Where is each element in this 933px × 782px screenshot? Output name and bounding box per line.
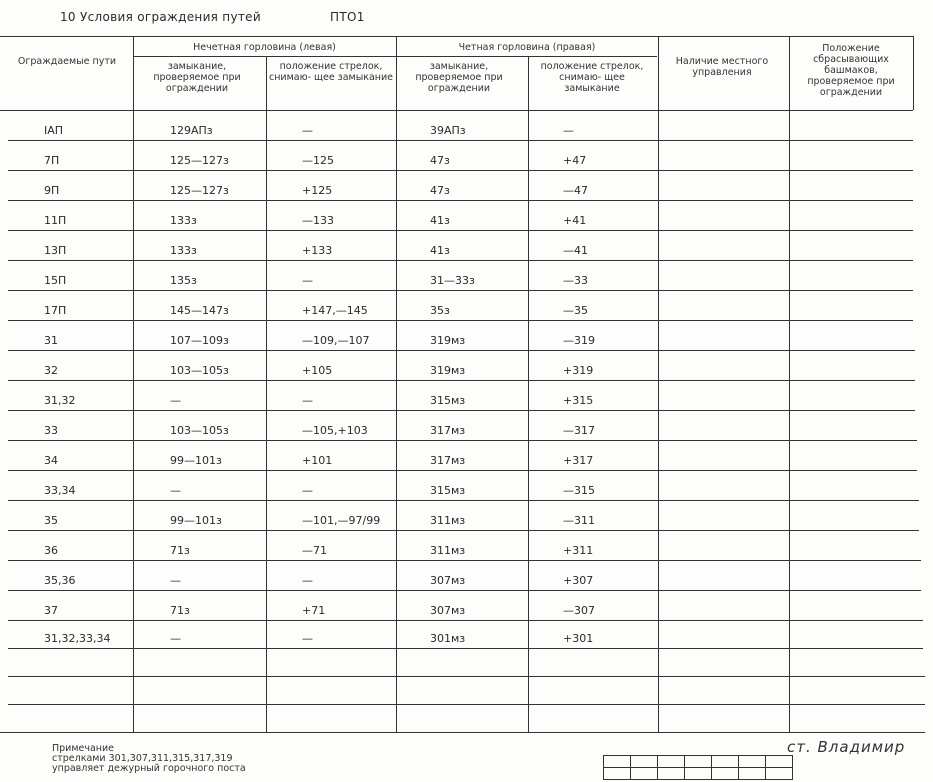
cell-even-lock: 47з xyxy=(430,184,450,197)
cell-even-lock: 311мз xyxy=(430,544,466,557)
cell-even-lock: 317мз xyxy=(430,454,466,467)
station-name: ст. Владимир xyxy=(787,738,906,756)
cell-track: 13П xyxy=(44,244,67,257)
cell-odd-lock: — xyxy=(170,394,181,407)
cell-odd-lock: 71з xyxy=(170,544,190,557)
cell-odd-switch: +105 xyxy=(302,364,333,377)
cell-track: 11П xyxy=(44,214,67,227)
cell-odd-lock: 99—101з xyxy=(170,514,222,527)
cell-even-lock: 41з xyxy=(430,244,450,257)
cell-odd-switch: —109,—107 xyxy=(302,334,370,347)
header-odd-lock: замыкание, проверяемое при ограждении xyxy=(153,61,241,94)
cell-track: 33 xyxy=(44,424,58,437)
cell-even-lock: 301мз xyxy=(430,632,466,645)
header-local-control: Наличие местного управления xyxy=(675,56,769,78)
cell-odd-switch: +133 xyxy=(302,244,333,257)
footnote xyxy=(52,744,246,774)
header-even-switch: положение стрелок, снимаю- щее замыкание xyxy=(540,61,644,94)
cell-even-lock: 319мз xyxy=(430,334,466,347)
cell-odd-lock: 133з xyxy=(170,244,197,257)
cell-odd-lock: 103—105з xyxy=(170,364,229,377)
cell-even-switch: —35 xyxy=(563,304,588,317)
header-shoes: Положение сбрасывающих башмаков, проверяемое при ограждении xyxy=(807,43,895,98)
cell-odd-lock: 129АПз xyxy=(170,124,213,137)
cell-even-lock: 47з xyxy=(430,154,450,167)
cell-even-switch: —307 xyxy=(563,604,595,617)
cell-odd-lock: 125—127з xyxy=(170,184,229,197)
cell-even-switch: +47 xyxy=(563,154,587,167)
cell-even-switch: — xyxy=(563,124,574,137)
cell-even-switch: —41 xyxy=(563,244,588,257)
cell-even-lock: 35з xyxy=(430,304,450,317)
header-even-group: Четная горловина (правая) xyxy=(458,42,596,53)
cell-even-lock: 315мз xyxy=(430,394,466,407)
document-header xyxy=(60,10,365,24)
cell-odd-switch: +125 xyxy=(302,184,333,197)
cell-odd-switch: —133 xyxy=(302,214,334,227)
header-tracks: Ограждаемые пути xyxy=(17,56,117,67)
cell-odd-switch: — xyxy=(302,484,313,497)
header-even-lock: замыкание, проверяемое при ограждении xyxy=(415,61,503,94)
cell-track: 32 xyxy=(44,364,58,377)
cell-even-switch: +315 xyxy=(563,394,594,407)
cell-track: 35 xyxy=(44,514,58,527)
footnote-line: стрелками 301,307,311,315,317,319 xyxy=(52,753,233,764)
section-title: 10 Условия ограждения путей xyxy=(60,10,261,24)
cell-even-switch: +41 xyxy=(563,214,587,227)
cell-track: 7П xyxy=(44,154,60,167)
cell-track: 36 xyxy=(44,544,58,557)
cell-even-lock: 319мз xyxy=(430,364,466,377)
cell-odd-switch: — xyxy=(302,632,313,645)
cell-odd-lock: 145—147з xyxy=(170,304,229,317)
cell-odd-switch: +71 xyxy=(302,604,326,617)
cell-track: 31,32,33,34 xyxy=(44,632,111,645)
cell-odd-switch: +147,—145 xyxy=(302,304,368,317)
cell-odd-switch: —125 xyxy=(302,154,334,167)
cell-even-lock: 31—33з xyxy=(430,274,475,287)
cell-even-switch: +317 xyxy=(563,454,594,467)
cell-odd-switch: —105,+103 xyxy=(302,424,368,437)
cell-odd-lock: 135з xyxy=(170,274,197,287)
cell-odd-lock: 103—105з xyxy=(170,424,229,437)
cell-odd-lock: — xyxy=(170,632,181,645)
cell-even-switch: —311 xyxy=(563,514,595,527)
cell-even-switch: —47 xyxy=(563,184,588,197)
cell-odd-lock: 99—101з xyxy=(170,454,222,467)
cell-track: 31 xyxy=(44,334,58,347)
cell-even-lock: 41з xyxy=(430,214,450,227)
cell-even-switch: +301 xyxy=(563,632,594,645)
cell-track: IАП xyxy=(44,124,64,137)
cell-odd-switch: —71 xyxy=(302,544,327,557)
cell-track: 31,32 xyxy=(44,394,76,407)
cell-odd-lock: — xyxy=(170,574,181,587)
cell-even-lock: 311мз xyxy=(430,514,466,527)
cell-track: 9П xyxy=(44,184,60,197)
cell-even-switch: +319 xyxy=(563,364,594,377)
header-odd-group: Нечетная горловина (левая) xyxy=(193,42,336,53)
cell-track: 35,36 xyxy=(44,574,76,587)
cell-odd-lock: 71з xyxy=(170,604,190,617)
cell-even-switch: +311 xyxy=(563,544,594,557)
cell-odd-switch: — xyxy=(302,394,313,407)
cell-odd-lock: — xyxy=(170,484,181,497)
cell-even-lock: 315мз xyxy=(430,484,466,497)
cell-even-lock: 317мз xyxy=(430,424,466,437)
cell-even-lock: 307мз xyxy=(430,604,466,617)
cell-track: 17П xyxy=(44,304,67,317)
cell-odd-lock: 133з xyxy=(170,214,197,227)
cell-odd-lock: 125—127з xyxy=(170,154,229,167)
cell-track: 33,34 xyxy=(44,484,76,497)
form-code: ПТО1 xyxy=(330,10,365,24)
cell-even-switch: —33 xyxy=(563,274,588,287)
cell-even-switch: —319 xyxy=(563,334,595,347)
cell-even-switch: —317 xyxy=(563,424,595,437)
cell-even-switch: +307 xyxy=(563,574,594,587)
cell-odd-switch: —101,—97/99 xyxy=(302,514,381,527)
cell-track: 15П xyxy=(44,274,67,287)
cell-odd-switch: — xyxy=(302,274,313,287)
cell-odd-switch: +101 xyxy=(302,454,333,467)
title-block-stamp xyxy=(603,755,793,780)
cell-track: 37 xyxy=(44,604,58,617)
cell-odd-lock: 107—109з xyxy=(170,334,229,347)
cell-track: 34 xyxy=(44,454,58,467)
cell-odd-switch: — xyxy=(302,124,313,137)
footnote-heading: Примечание xyxy=(52,743,115,754)
cell-even-lock: 307мз xyxy=(430,574,466,587)
header-odd-switch: положение стрелок, снимаю- щее замыкание xyxy=(268,61,394,83)
cell-even-lock: 39АПз xyxy=(430,124,466,137)
cell-odd-switch: — xyxy=(302,574,313,587)
cell-even-switch: —315 xyxy=(563,484,595,497)
footnote-line: управляет дежурный горочного поста xyxy=(52,763,246,774)
